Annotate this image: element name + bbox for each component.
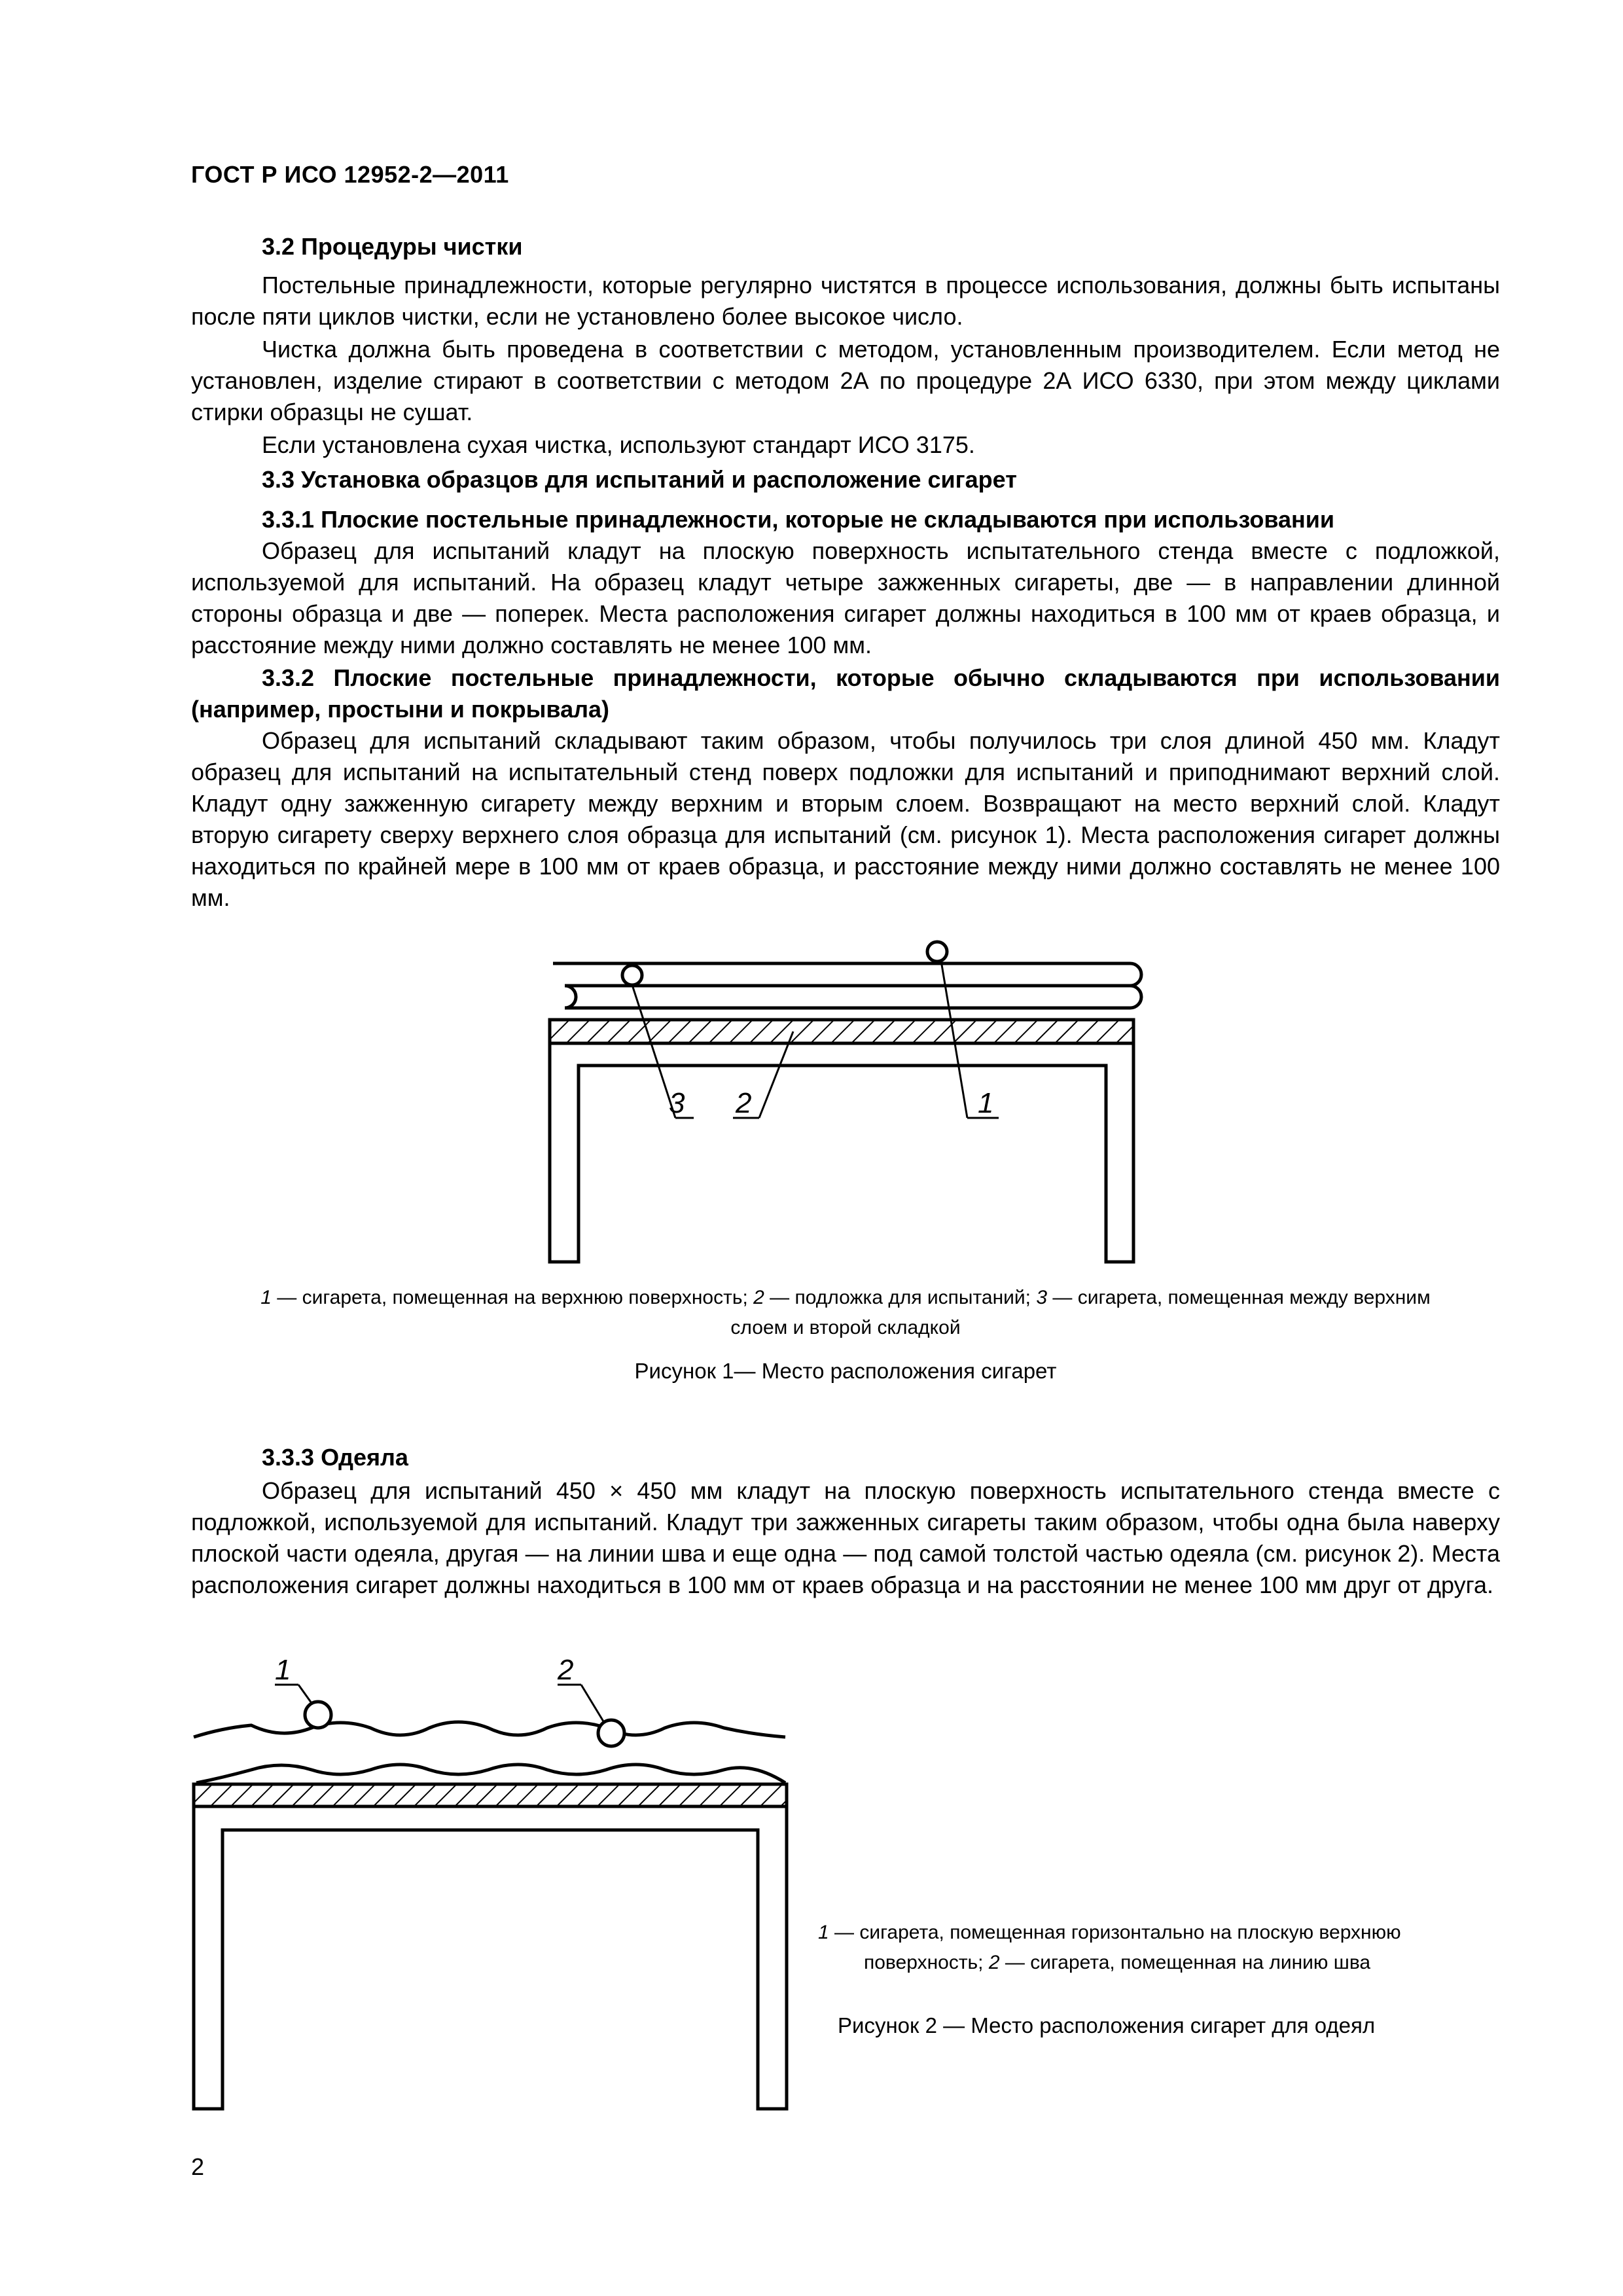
figure-1-title: Рисунок 1— Место расположения сигарет: [634, 1359, 1057, 1383]
section-3-2-title: 3.2 Процедуры чистки: [262, 233, 523, 260]
section-3-2-para-2: Чистка должна быть проведена в соответствии с методом, установленным производителем. Если метод не установлен, изделие стирают в соответствии с методом 2А по процедуре 2А ИСО 6330, при этом между циклами стирки образцы не сушат.: [191, 336, 1500, 425]
section-3-2-para-1: Постельные принадлежности, которые регулярно чистятся в процессе использования, должны быть испытаны после пяти циклов чистки, если не установлено более высокое число.: [191, 272, 1500, 330]
figure-1-legend: 1 — сигарета, помещенная на верхнюю поверхность; 2 — подложка для испытаний; 3 — сигарета, помещенная между верхним слоем и второй складкой: [260, 1287, 1431, 1338]
quilt-top-surface: [194, 1722, 785, 1737]
folded-layer-fold: [565, 986, 1141, 1008]
page-number: 2: [191, 2153, 205, 2180]
cigarette-flat-surface: [305, 1702, 331, 1728]
document-header: ГОСТ Р ИСО 12952-2—2011: [191, 161, 509, 188]
figure-2-legend: 1 — сигарета, помещенная горизонтально на плоскую верхнюю поверхность; 2 — сигарета, помещенная на линию шва: [818, 1922, 1401, 1973]
fig1-label-3: 3: [669, 1087, 685, 1119]
figure-2-diagram: [0, 1649, 812, 2121]
section-3-3-3-para: Образец для испытаний 450 × 450 мм кладут на плоскую поверхность испытательного стенда вместе с подложкой, используемой для испытаний. Кладут три зажженных сигареты таким образом, чтобы одна была наверху плоской части одеяла, другая — на линии шва и еще одна — под самой толстой частью одеяла (см. рисунок 2). Места расположения сигарет должны находиться в 100 мм от краев образца и на расстоянии не менее 100 мм друг от друга.: [191, 1477, 1500, 1598]
substrate-hatched: [194, 1784, 787, 1806]
figure-1-diagram: [0, 916, 1623, 1283]
substrate-hatched: [550, 1020, 1133, 1043]
fig2-label-1: 1: [275, 1654, 291, 1686]
cigarette-between-layers: [622, 965, 642, 985]
section-3-3-1-title: 3.3.1 Плоские постельные принадлежности, которые не складываются при использовании: [262, 506, 1335, 533]
section-3-3-title: 3.3 Установка образцов для испытаний и расположение сигарет: [262, 466, 1017, 493]
section-3-3-3-title: 3.3.3 Одеяла: [262, 1444, 408, 1471]
section-3-3-2-title: 3.3.2 Плоские постельные принадлежности, которые обычно складываются при использовании (например, простыни и покрывала): [191, 664, 1500, 723]
fig1-label-1: 1: [978, 1087, 994, 1119]
test-stand: [194, 1806, 787, 2109]
section-3-3-1-para: Образец для испытаний кладут на плоскую поверхность испытательного стенда вместе с подложкой, используемой для испытаний. На образец кладут четыре зажженных сигареты, две — в направлении длинной стороны образца и две — поперек. Места расположения сигарет должны находиться в 100 мм от краев образца, и расстояние между ними должно составлять не менее 100 мм.: [191, 537, 1500, 658]
figure-2-title: Рисунок 2 — Место расположения сигарет для одеял: [838, 2013, 1376, 2037]
section-3-2-para-3: Если установлена сухая чистка, используют стандарт ИСО 3175.: [262, 431, 975, 458]
cigarette-top-surface: [927, 942, 947, 961]
fig1-label-2: 2: [736, 1087, 752, 1119]
cigarette-seam-line: [598, 1720, 624, 1746]
section-3-3-2-para: Образец для испытаний складывают таким образом, чтобы получилось три слоя длиной 450 мм. Кладут образец для испытаний на испытательный стенд поверх подложки для испытаний и приподнимают верхний слой. Кладут одну зажженную сигарету между верхним и вторым слоем. Возвращают на место верхний слой. Кладут вторую сигарету сверху верхнего слоя образца для испытаний (см. рисунок 1). Места расположения сигарет должны находиться по крайней мере в 100 мм от краев образца, и расстояние между ними должно составлять не менее 100 мм.: [191, 727, 1500, 911]
fig2-label-2: 2: [558, 1654, 574, 1686]
quilt-bottom-surface: [196, 1765, 785, 1783]
test-stand: [550, 1043, 1133, 1262]
